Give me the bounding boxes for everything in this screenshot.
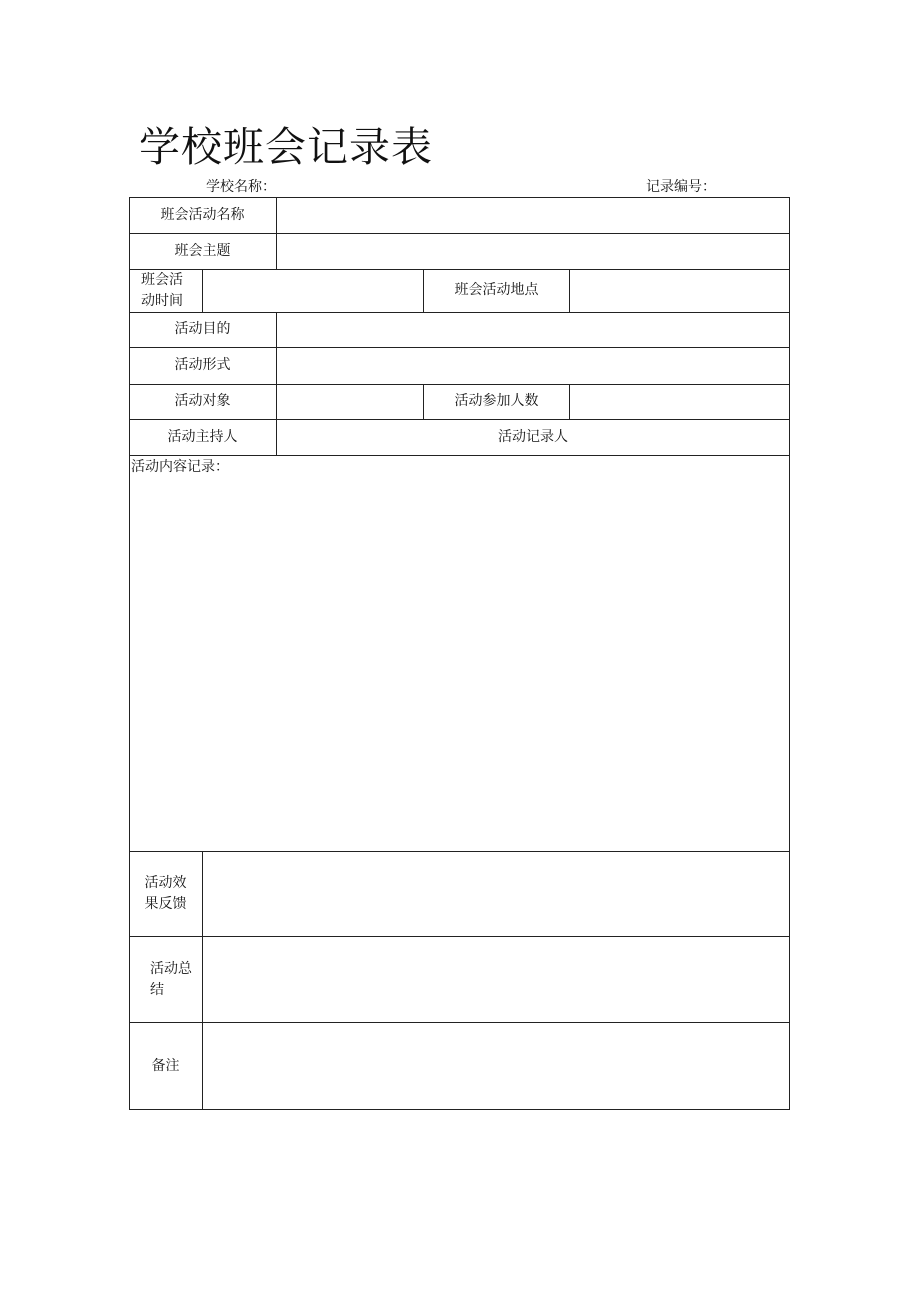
summary-label	[150, 937, 202, 1022]
activity-name-label: 班会活动名称	[160, 206, 245, 223]
content-field[interactable]	[130, 479, 789, 851]
remarks-label: 备注	[151, 1057, 180, 1074]
school-name-label: 学校名称：	[206, 179, 276, 195]
page-title: 学校班会记录表	[139, 123, 433, 171]
location-label: 班会活动地点	[454, 282, 539, 298]
summary-field[interactable]	[203, 937, 789, 1022]
participants-label: 活动参加人数	[454, 393, 539, 409]
summary-label-line1: 活动总	[150, 960, 192, 977]
remarks-field[interactable]	[203, 1023, 789, 1109]
feedback-label-line1: 活动效	[144, 875, 187, 891]
activity-name-field[interactable]	[277, 198, 789, 233]
time-label-line2: 动时间	[141, 292, 183, 309]
meeting-record-form	[129, 197, 790, 1110]
purpose-field[interactable]	[277, 313, 789, 347]
record-number-label: 记录编号：	[646, 179, 716, 195]
recorder-label: 活动记录人	[498, 428, 568, 445]
format-label: 活动形式	[174, 357, 231, 373]
location-field[interactable]	[570, 270, 789, 312]
summary-label-line2: 结	[150, 981, 164, 998]
time-field[interactable]	[203, 270, 423, 312]
feedback-label-line2: 果反馈	[144, 896, 187, 912]
time-label	[141, 269, 203, 312]
audience-label: 活动对象	[174, 393, 231, 409]
theme-field[interactable]	[277, 234, 789, 269]
content-label: 活动内容记录：	[131, 459, 229, 475]
participants-field[interactable]	[570, 385, 789, 419]
audience-field[interactable]	[277, 385, 423, 419]
host-recorder-field[interactable]	[277, 419, 789, 455]
feedback-label	[129, 852, 202, 936]
format-field[interactable]	[277, 348, 789, 384]
host-label: 活动主持人	[167, 428, 238, 445]
theme-label: 班会主题	[174, 242, 231, 259]
feedback-field[interactable]	[203, 852, 789, 936]
purpose-label: 活动目的	[174, 321, 231, 337]
time-label-line1: 班会活	[141, 271, 183, 288]
